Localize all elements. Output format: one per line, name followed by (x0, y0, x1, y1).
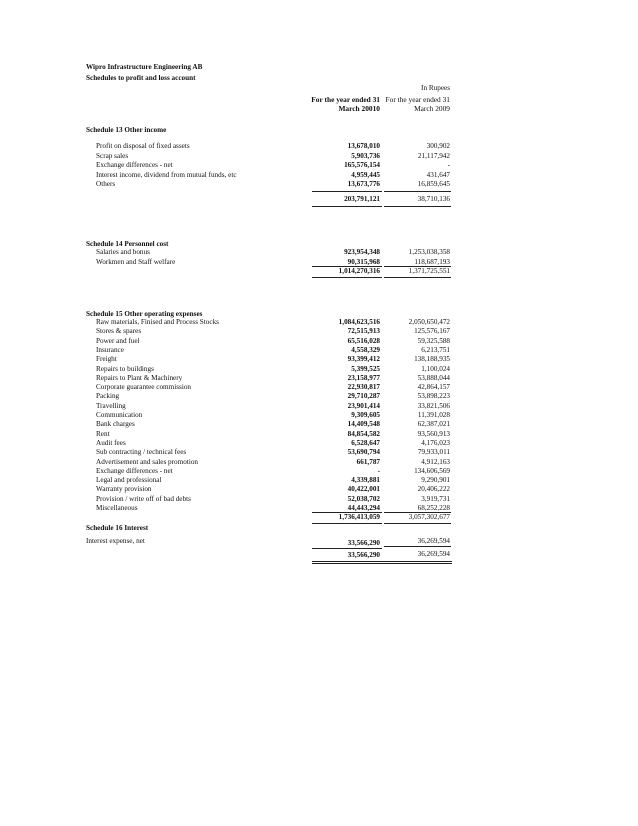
schedule-15-row-previous: 11,391,028 (417, 411, 450, 419)
schedule-14-row-label: Salaries and bonus (96, 248, 150, 256)
schedule-16-title: Schedule 16 Interest (86, 524, 149, 532)
schedule-15-title: Schedule 15 Other operating expenses (86, 310, 203, 318)
schedule-14-row-label: Workmen and Staff welfare (96, 257, 176, 266)
currency-note: In Rupees (421, 84, 450, 92)
schedule-15-total-line-previous (384, 523, 451, 524)
schedule-14-row-previous: 1,253,038,358 (408, 248, 450, 256)
schedule-16-total-line-1 (312, 561, 452, 562)
schedule-15-total-previous: 3,057,302,677 (408, 513, 450, 521)
schedule-15-total-line-current (312, 523, 382, 524)
schedule-16-total-previous: 36,269,594 (417, 550, 450, 558)
schedule-15-row-label: Travelling (96, 401, 126, 410)
schedule-15-row-label: Warranty provision (96, 485, 152, 494)
schedule-13-row-current: 5,903,736 (351, 151, 380, 160)
schedule-15-row-current: 1,084,623,516 (338, 318, 380, 326)
schedule-15-row-label: Stores & spares (96, 327, 142, 336)
schedule-15-row-label: Insurance (96, 345, 124, 354)
schedule-15-row-previous: 9,290,901 (421, 476, 450, 485)
schedule-15-row-previous: 4,176,023 (421, 438, 450, 447)
schedule-15-row-label: Power and fuel (96, 336, 140, 345)
schedule-15-row-current: 23,158,977 (347, 373, 380, 382)
document-subtitle: Schedules to profit and loss account (86, 74, 196, 82)
schedule-13-row-current: 13,678,010 (347, 142, 380, 150)
schedule-15-row-current: 44,443,294 (347, 504, 380, 512)
schedule-13-total-line-previous (384, 206, 451, 207)
schedule-15-row-previous: 1,100,024 (421, 364, 450, 373)
schedule-14-total-line-previous (384, 277, 451, 278)
schedule-15-row-previous: 6,213,751 (421, 345, 450, 354)
schedule-15-row-label: Communication (96, 411, 143, 419)
schedule-15-row-previous: 59,325,588 (417, 336, 450, 345)
schedule-15-row-current: 23,901,414 (347, 401, 380, 410)
schedule-13-row-label: Profit on disposal of fixed assets (96, 142, 190, 150)
schedule-15-row-current: 84,854,582 (347, 429, 380, 438)
schedule-15-row-previous: 125,576,167 (414, 327, 450, 336)
schedule-16-subtotal-line-previous (384, 546, 451, 547)
schedule-15-row-previous: 68,252,228 (417, 504, 450, 512)
company-name: Wipro Infrastructure Engineering AB (86, 63, 203, 71)
schedule-15-row-label: Freight (96, 355, 117, 364)
column-header-previous (386, 95, 450, 113)
schedule-15-row-previous: 2,050,650,472 (408, 318, 450, 326)
schedule-13-row-current: 4,959,445 (351, 170, 380, 179)
schedule-15-row-current: 29,710,287 (347, 392, 380, 401)
schedule-13-total-line-current (312, 206, 382, 207)
schedule-13-title: Schedule 13 Other income (86, 126, 167, 134)
schedule-15-row-current: 65,516,028 (347, 336, 380, 345)
column-header-current-line2: March 20010 (338, 104, 380, 113)
column-header-previous-line2: March 2009 (414, 104, 450, 113)
schedule-15-row-current: 53,690,794 (347, 448, 380, 457)
schedule-13-row-label: Scrap sales (96, 151, 129, 160)
schedule-15-row-current: 661,787 (356, 457, 380, 466)
schedule-13-row-previous: 300,902 (426, 142, 450, 150)
schedule-15-row-current: 5,399,525 (351, 364, 380, 373)
schedule-15-row-previous: 42,864,157 (417, 383, 450, 392)
schedule-15-row-label: Corporate guarantee commission (96, 383, 192, 392)
schedule-14-total-previous: 1,371,725,551 (408, 267, 450, 275)
schedule-15-row-label: Miscellaneous (96, 504, 138, 512)
schedule-15-row-current: 4,558,329 (351, 345, 380, 354)
schedule-15-row-previous: 93,560,913 (417, 429, 450, 438)
schedule-16-row-label: Interest expense, net (86, 537, 145, 545)
schedule-15-row-label: Provision / write off of bad debts (96, 494, 191, 503)
schedule-15-row-label: Rent (96, 429, 110, 438)
schedule-15-row-previous: 138,188,935 (414, 355, 450, 364)
schedule-14-title: Schedule 14 Personnel cost (86, 240, 169, 248)
column-header-previous-line1: For the year ended 31 (385, 95, 450, 104)
schedule-15-row-previous: 62,387,021 (417, 420, 450, 429)
schedule-15-row-label: Packing (96, 392, 120, 401)
schedule-15-row-current: 4,339,881 (351, 476, 380, 485)
schedule-15-row-previous: 79,933,011 (417, 448, 450, 457)
schedule-13-row-previous: 16,859,645 (417, 180, 450, 189)
schedule-13-row-label: Exchange differences - net (96, 161, 173, 170)
column-header-current-line1: For the year ended 31 (311, 95, 380, 104)
schedule-13-total-current: 203,791,121 (344, 195, 380, 203)
schedule-14-row-previous: 118,687,193 (414, 257, 450, 266)
schedule-13-row-previous: 21,117,942 (417, 151, 450, 160)
schedule-14-total-line-current (312, 277, 382, 278)
schedule-13-total-previous: 38,710,136 (417, 195, 450, 203)
schedule-16-row-previous: 36,269,594 (417, 537, 450, 545)
schedule-13-row-previous: - (447, 161, 450, 170)
schedule-15-row-previous: 53,888,044 (417, 373, 450, 382)
column-header-current (311, 95, 380, 113)
schedule-15-row-current: 6,528,647 (351, 438, 380, 447)
schedule-15-row-label: Exchange differences - net (96, 466, 173, 475)
schedule-15-row-label: Advertisement and sales promotion (96, 457, 199, 466)
schedule-14-total-current: 1,014,270,316 (338, 267, 380, 275)
schedule-13-subtotal-line-previous (384, 191, 451, 192)
schedule-15-row-label: Repairs to buildings (96, 364, 154, 373)
schedule-15-row-current: 93,399,412 (347, 355, 380, 364)
schedule-13-subtotal-line-current (312, 191, 382, 192)
schedule-15-row-current: 52,038,702 (347, 494, 380, 503)
schedule-15-row-current: 40,422,001 (347, 485, 380, 494)
schedule-15-row-previous: 53,898,223 (417, 392, 450, 401)
schedule-13-row-label: Others (96, 180, 116, 189)
schedule-13-row-current: 165,576,154 (344, 161, 380, 170)
schedule-16-subtotal-line-current (312, 548, 382, 549)
schedule-15-row-previous: 33,821,506 (417, 401, 450, 410)
schedule-15-row-label: Raw materials, Finised and Process Stocks (96, 318, 219, 326)
schedule-15-row-previous: 4,912,163 (421, 457, 450, 466)
schedule-15-row-previous: 134,606,569 (414, 466, 450, 475)
schedule-14-row-current: 923,954,348 (344, 248, 380, 256)
schedule-15-row-label: Sub contracting / technical fees (96, 448, 187, 457)
schedule-13-row-previous: 431,647 (426, 170, 450, 179)
schedule-13-row-label: Interest income, dividend from mutual funds, etc (96, 170, 237, 179)
schedule-15-row-previous: 20,406,222 (417, 485, 450, 494)
schedule-15-row-label: Bank charges (96, 420, 135, 429)
schedule-16-total-current: 33,566,290 (347, 551, 380, 559)
schedule-14-row-current: 90,315,968 (347, 257, 380, 266)
schedule-15-row-label: Legal and professional (96, 476, 162, 485)
schedule-15-row-current: 22,930,817 (347, 383, 380, 392)
schedule-15-row-label: Audit fees (96, 438, 126, 447)
schedule-15-row-current: - (377, 466, 380, 475)
schedule-15-row-current: 72,515,913 (347, 327, 380, 336)
schedule-13-row-current: 13,673,776 (347, 180, 380, 189)
schedule-16-row-current: 33,566,290 (347, 539, 380, 547)
schedule-15-row-current: 9,309,605 (351, 411, 380, 419)
schedule-15-row-current: 14,409,548 (347, 420, 380, 429)
schedule-15-total-current: 1,736,413,059 (338, 513, 380, 521)
schedule-15-row-previous: 3,919,731 (421, 494, 450, 503)
schedule-16-total-line-2 (312, 563, 452, 564)
schedule-15-row-label: Repairs to Plant & Machinery (96, 373, 183, 382)
